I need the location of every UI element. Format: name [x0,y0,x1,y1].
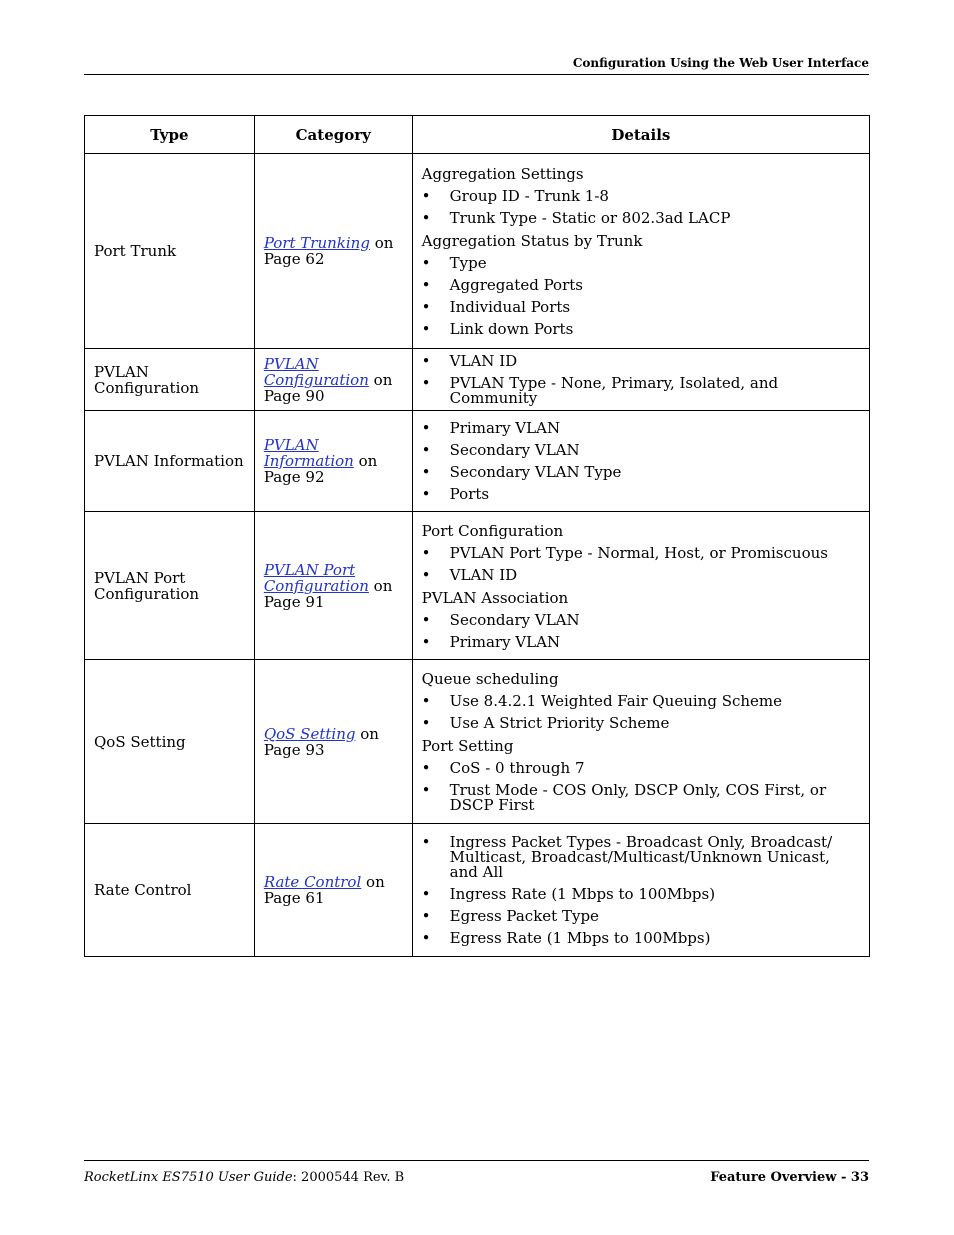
category-cell [254,512,412,660]
list-item: • Ports [422,483,860,505]
list-item: • Individual Ports [422,296,860,318]
type-label: PVLAN Configuration [94,362,200,397]
type-label: Port Trunk [94,242,177,260]
category-page-ref: Page 92 [263,468,325,486]
details-list [422,757,860,816]
details-cell [412,154,869,349]
details-list [422,831,860,949]
list-item: • Type [422,252,860,274]
category-cell [254,349,412,411]
table-row [85,349,870,411]
details-cell [412,411,869,512]
details-heading: Port Setting [421,737,514,755]
category-cell [254,411,412,512]
list-item: • VLAN ID [422,350,860,372]
category-cell [254,154,412,349]
category-cell [254,660,412,824]
list-item: • Group ID - Trunk 1-8 [422,185,860,207]
list-item: • Secondary VLAN Type [422,461,860,483]
feature-table [84,115,870,957]
category-link[interactable]: PVLAN Information [263,436,354,470]
table-row [85,824,870,957]
category-page-ref: Page 62 [263,250,325,268]
table-row [85,660,870,824]
list-item: • CoS - 0 through 7 [422,757,860,779]
list-item: • Aggregated Ports [422,274,860,296]
list-item: • Secondary VLAN [422,609,860,631]
category-link-suffix: on [355,724,379,743]
category-link-suffix: on [353,452,378,470]
details-heading: PVLAN Association [421,588,569,607]
category-page-ref: Page 90 [263,386,325,405]
list-item: • Ingress Packet Types - Broadcast Only, Broadcast/ Multicast, Broadcast/Multicast/Unknown Unicast, and All [422,831,860,883]
category-link[interactable]: PVLAN Configuration [263,354,369,389]
details-heading: Aggregation Status by Trunk [421,232,643,250]
details-heading: Port Configuration [421,521,564,540]
footer-rule [84,1160,869,1161]
table-row [85,154,870,349]
details-list [422,690,860,734]
details-list [422,185,860,229]
type-cell [85,154,255,349]
list-item: • Primary VLAN [422,417,860,439]
type-cell [85,660,255,824]
details-list [422,542,860,586]
list-item: • Egress Rate (1 Mbps to 100Mbps) [422,927,860,949]
category-link[interactable]: PVLAN Port Configuration [263,560,369,595]
list-item: • VLAN ID [422,564,860,586]
list-item: • Trunk Type - Static or 802.3ad LACP [422,207,860,229]
details-cell [412,349,869,411]
running-header: Configuration Using the Web User Interface [572,56,869,70]
category-page-ref: Page 91 [263,592,325,611]
type-label: QoS Setting [94,732,186,751]
table-row [85,512,870,660]
type-cell [85,824,255,957]
details-heading: Aggregation Settings [421,165,584,183]
footer-doc-info [84,1170,404,1185]
list-item: • Trust Mode - COS Only, DSCP Only, COS First, or DSCP First [422,779,860,816]
details-list [422,417,860,505]
category-link[interactable]: Port Trunking [263,234,370,252]
footer-product: RocketLinx ES7510 User Guide [84,1170,293,1185]
category-link-suffix: on [368,370,393,389]
footer-page-label: Feature Overview - 33 [710,1170,869,1185]
details-cell [412,512,869,660]
category-link-suffix: on [368,576,393,595]
type-label: PVLAN Information [94,452,244,470]
type-label: PVLAN Port Configuration [94,568,200,603]
type-cell [85,411,255,512]
list-item: • Primary VLAN [422,631,860,653]
details-cell [412,660,869,824]
type-cell [85,512,255,660]
column-header-details: Details [412,116,869,154]
list-item: • Use 8.4.2.1 Weighted Fair Queuing Scheme [422,690,860,712]
details-list [422,252,860,340]
type-cell [85,349,255,411]
category-link[interactable]: QoS Setting [263,724,356,743]
list-item: • PVLAN Port Type - Normal, Host, or Promiscuous [422,542,860,564]
list-item: • Link down Ports [422,318,860,340]
header-rule [84,74,869,75]
type-label: Rate Control [94,881,192,899]
category-link-suffix: on [361,873,385,891]
details-heading: Queue scheduling [421,670,559,688]
category-cell [254,824,412,957]
table-row [85,411,870,512]
details-list [422,350,860,409]
category-link-suffix: on [369,234,394,252]
column-header-type: Type [85,116,255,154]
category-link[interactable]: Rate Control [263,873,362,891]
list-item: • Egress Packet Type [422,905,860,927]
list-item: • PVLAN Type - None, Primary, Isolated, and Community [422,372,860,409]
details-list [422,609,860,653]
details-cell [412,824,869,957]
list-item: • Secondary VLAN [422,439,860,461]
footer-doc-number: : 2000544 Rev. B [292,1170,405,1185]
column-header-category: Category [254,116,412,154]
list-item: • Use A Strict Priority Scheme [422,712,860,734]
list-item: • Ingress Rate (1 Mbps to 100Mbps) [422,883,860,905]
category-page-ref: Page 93 [263,740,325,759]
category-page-ref: Page 61 [263,889,325,907]
table-header-row [85,116,870,154]
